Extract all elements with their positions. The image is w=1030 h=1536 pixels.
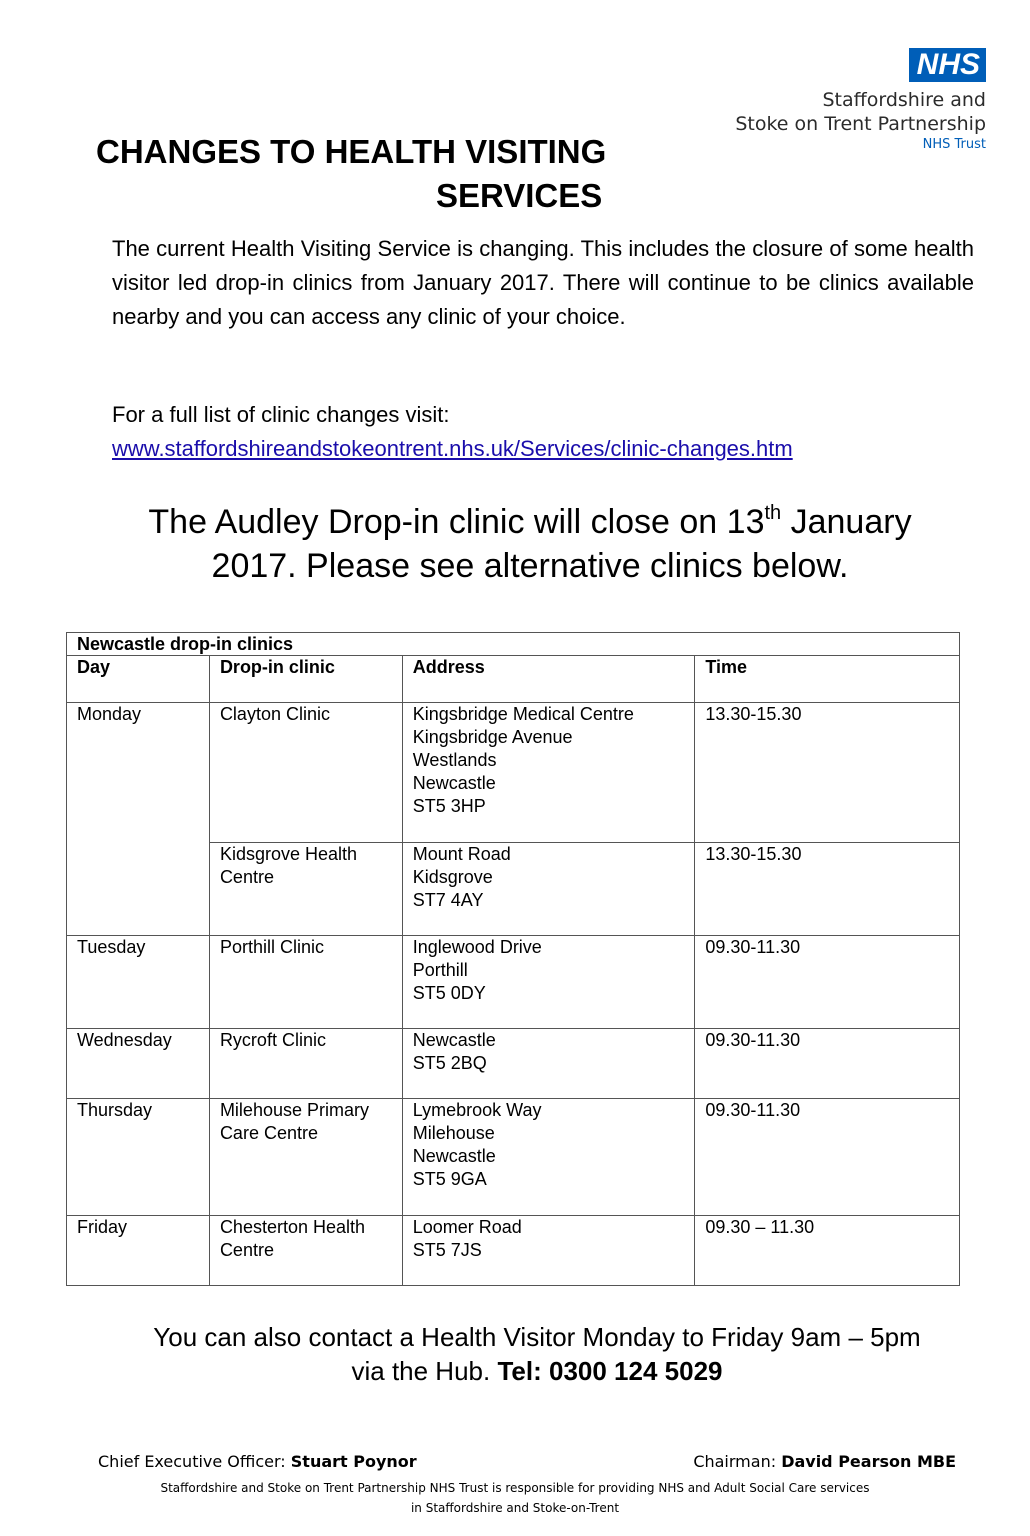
announcement-text-part2: January	[781, 503, 912, 541]
table-caption-row	[67, 633, 960, 656]
ceo-label: Chief Executive Officer:	[98, 1452, 291, 1471]
cell-clinic	[209, 1099, 402, 1216]
cell-time: 09.30 – 11.30	[695, 1216, 960, 1286]
header-address: Address	[402, 656, 695, 703]
contact-section	[60, 1320, 1014, 1388]
cell-address-line: Newcastle	[412, 773, 496, 793]
org-name-line2: Stoke on Trent Partnership	[735, 113, 986, 135]
table-row	[67, 1099, 960, 1216]
cell-clinic-line: Clayton Clinic	[219, 704, 330, 724]
table-row	[67, 936, 960, 1029]
cell-clinic-line: Milehouse Primary	[219, 1100, 369, 1120]
cell-address-line: ST5 0DY	[412, 983, 486, 1003]
cell-clinic	[209, 1029, 402, 1099]
cell-address-line: Loomer Road	[412, 1217, 522, 1237]
contact-line2-prefix: via the Hub.	[351, 1356, 498, 1386]
closure-announcement	[60, 500, 1000, 588]
org-name-line3: NHS Trust	[922, 137, 986, 152]
cell-address-line: ST5 2BQ	[412, 1053, 487, 1073]
clinic-changes-link[interactable]: www.staffordshireandstokeontrent.nhs.uk/Services/clinic-changes.htm	[112, 436, 793, 461]
clinics-table	[66, 632, 960, 1286]
cell-clinic-line: Rycroft Clinic	[219, 1030, 326, 1050]
chair-label: Chairman:	[693, 1452, 782, 1471]
cell-clinic	[209, 1216, 402, 1286]
cell-clinic	[209, 703, 402, 843]
cell-address-line: Newcastle	[412, 1030, 496, 1050]
cell-address	[402, 703, 695, 843]
contact-phone: Tel: 0300 124 5029	[497, 1356, 723, 1386]
nhs-logo	[686, 48, 986, 154]
page-title	[96, 130, 656, 218]
cell-clinic-line: Chesterton Health	[219, 1217, 366, 1237]
announcement-ordinal: th	[764, 502, 782, 524]
cell-clinic-line: Centre	[219, 1240, 274, 1260]
cell-address	[402, 1216, 695, 1286]
cell-time: 09.30-11.30	[695, 936, 960, 1029]
table-caption: Newcastle drop-in clinics	[67, 633, 960, 656]
header-day: Day	[67, 656, 210, 703]
cell-address-line: Westlands	[412, 750, 497, 770]
org-name-line1: Staffordshire and	[822, 89, 986, 111]
cell-address	[402, 1099, 695, 1216]
footer-note-line2: in Staffordshire and Stoke-on-Trent	[410, 1501, 620, 1515]
cell-clinic-line: Centre	[219, 867, 274, 887]
cell-address-line: ST7 4AY	[412, 890, 484, 910]
cell-address-line: Milehouse	[412, 1123, 495, 1143]
title-line1: CHANGES TO HEALTH VISITING	[96, 133, 607, 170]
cell-address-line: Kidsgrove	[412, 867, 493, 887]
cell-address-line: ST5 3HP	[412, 796, 486, 816]
cell-clinic	[209, 843, 402, 936]
table-row	[67, 703, 960, 843]
table-header-row	[67, 656, 960, 703]
ceo-name: Stuart Poynor	[290, 1452, 417, 1471]
cell-clinic-line: Care Centre	[219, 1123, 318, 1143]
cell-day: Thursday	[67, 1099, 210, 1216]
cell-address-line: Lymebrook Way	[412, 1100, 542, 1120]
announcement-line1	[60, 500, 1000, 544]
contact-line1: You can also contact a Health Visitor Monday to Friday 9am – 5pm	[153, 1322, 921, 1352]
cell-address-line: Mount Road	[412, 844, 511, 864]
cell-day: Tuesday	[67, 936, 210, 1029]
cell-address-line: ST5 9GA	[412, 1169, 487, 1189]
announcement-line2: 2017. Please see alternative clinics below.	[211, 547, 849, 585]
cell-time: 13.30-15.30	[695, 843, 960, 936]
cell-address-line: Porthill	[412, 960, 468, 980]
cell-time: 09.30-11.30	[695, 1099, 960, 1216]
header-clinic: Drop-in clinic	[209, 656, 402, 703]
footer-note	[0, 1478, 1030, 1518]
footer	[0, 1450, 1030, 1518]
intro-paragraph: The current Health Visiting Service is changing. This includes the closure of some health visitor led drop-in clinics from January 2017. There will continue to be clinics available nearby and you can access any clinic of your choice.	[112, 236, 974, 329]
footer-ceo	[98, 1450, 417, 1474]
full-list-label: For a full list of clinic changes visit:	[112, 402, 450, 427]
cell-day: Wednesday	[67, 1029, 210, 1099]
footer-chairman	[693, 1450, 956, 1474]
cell-time: 09.30-11.30	[695, 1029, 960, 1099]
title-line2: SERVICES	[436, 177, 603, 214]
cell-address-line: Inglewood Drive	[412, 937, 542, 957]
cell-address-line: Newcastle	[412, 1146, 496, 1166]
cell-clinic-line: Porthill Clinic	[219, 937, 324, 957]
table-row	[67, 1216, 960, 1286]
full-list-section	[112, 398, 992, 466]
cell-address	[402, 1029, 695, 1099]
cell-day: Friday	[67, 1216, 210, 1286]
table-row	[67, 1029, 960, 1099]
contact-line2	[60, 1354, 1014, 1388]
nhs-badge: NHS	[909, 48, 986, 82]
footer-note-line1: Staffordshire and Stoke on Trent Partnership NHS Trust is responsible for providing NHS and Adult Social Care services	[160, 1481, 870, 1495]
cell-address-line: Kingsbridge Avenue	[412, 727, 573, 747]
cell-time: 13.30-15.30	[695, 703, 960, 843]
chair-name: David Pearson MBE	[781, 1452, 956, 1471]
cell-address-line: Kingsbridge Medical Centre	[412, 704, 634, 724]
cell-clinic-line: Kidsgrove Health	[219, 844, 358, 864]
cell-address-line: ST5 7JS	[412, 1240, 482, 1260]
header-time: Time	[695, 656, 960, 703]
cell-clinic	[209, 936, 402, 1029]
cell-address	[402, 936, 695, 1029]
table-body	[67, 703, 960, 1286]
announcement-text-part1: The Audley Drop-in clinic will close on 13	[148, 503, 765, 541]
cell-address	[402, 843, 695, 936]
cell-day: Monday	[67, 703, 210, 936]
